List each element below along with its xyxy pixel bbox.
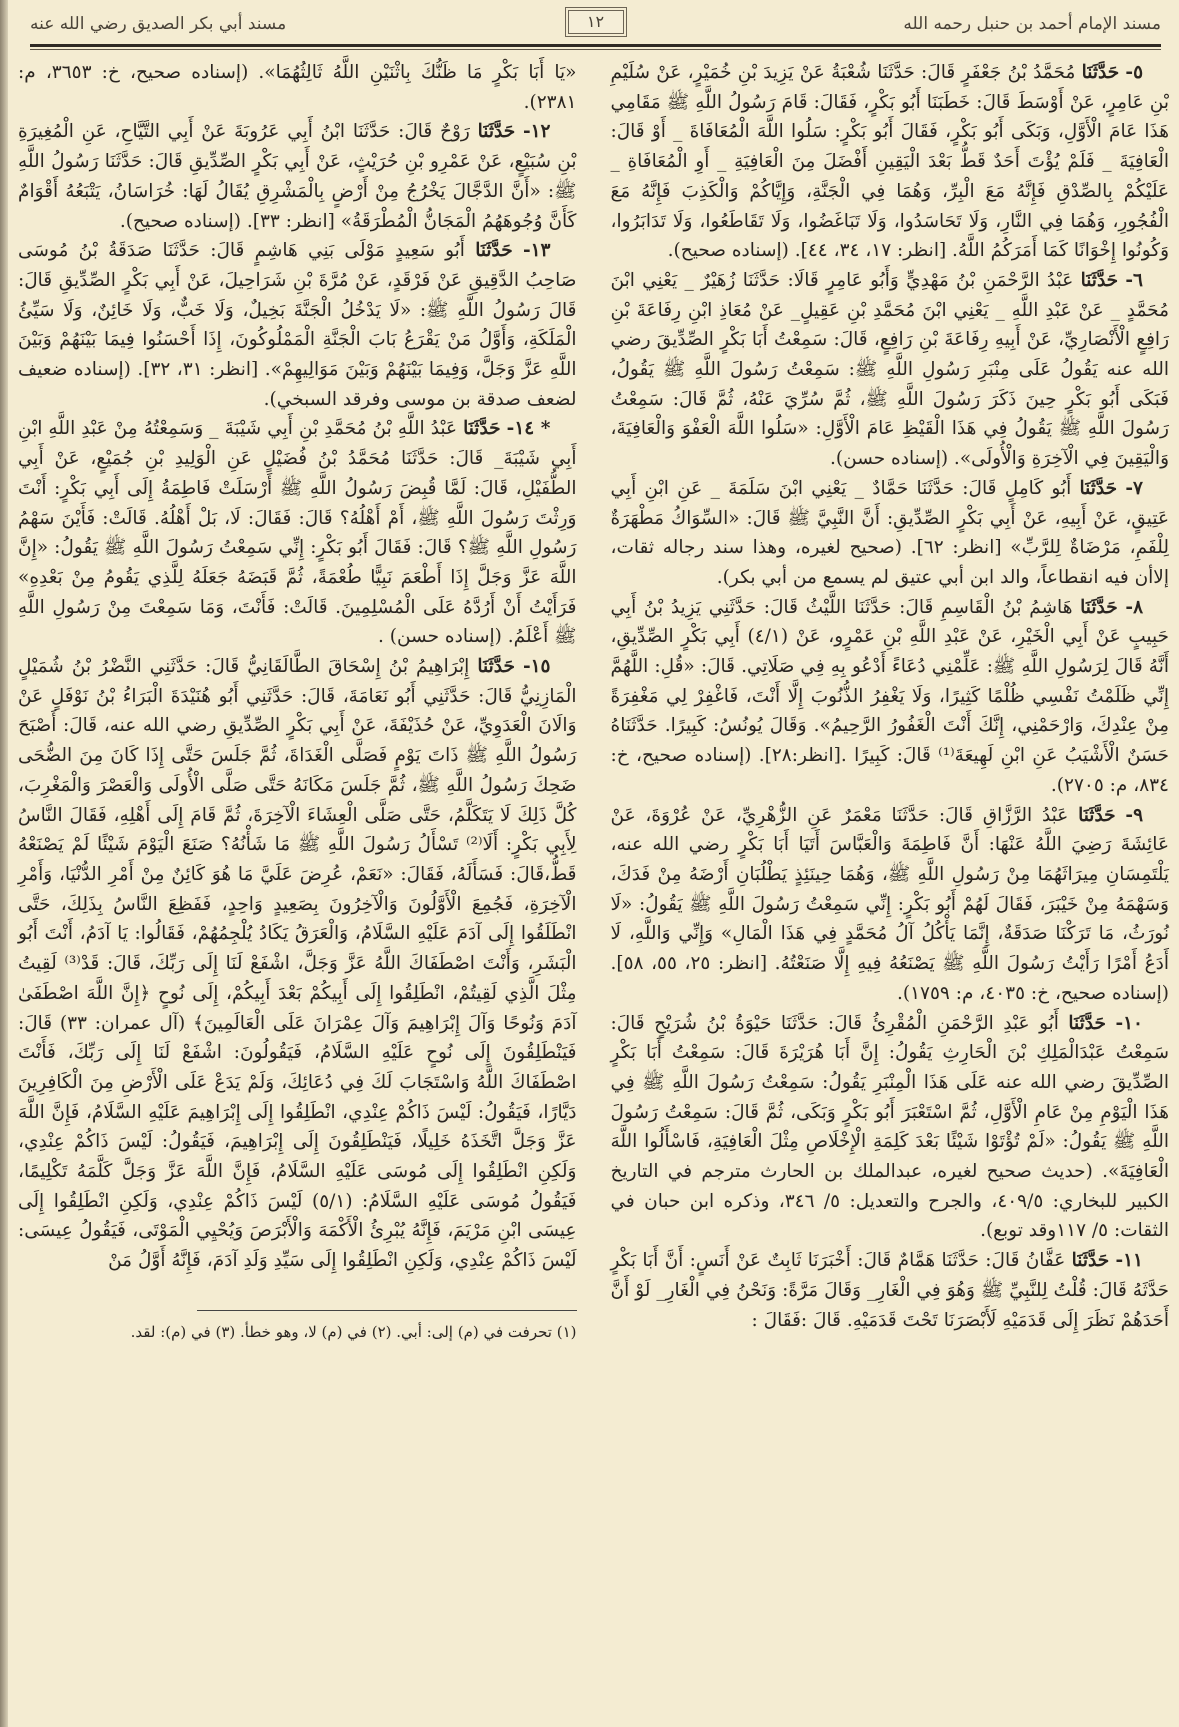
- left-column: [18, 58, 577, 1697]
- hadith-7: ٧- حَدَّثَنَا أَبُو كَامِلٍ قَالَ: حَدَّثَنَا حَمَّادٌ _ يَعْنِي ابْنَ سَلَمَةَ _ عَنِ ابْنِ أَبِي عَتِيقٍ، عَنْ أَبِيهِ، عَنْ أَبِي بَكْرٍ الصِّدِّيقِ: أَنَّ النَّبِيَّ ﷺ قَالَ: «السِّوَاكُ مَطْهَرَةٌ لِلْفَمِ، مَرْضَاةٌ لِلرَّبِّ» [انظر: ٦٢]. (صحيح لغيره، وهذا سند رجاله ثقات، إلاأن فيه انقطاعاً، والد ابن أبي عتيق لم يسمع من أبي بكر).: [610, 477, 1170, 588]
- hadith-12: ١٢- حَدَّثَنَا رَوْحٌ قَالَ: حَدَّثَنَا ابْنُ أَبِي عَرُوبَةَ عَنْ أَبِي التَّيَّاحِ، عَنِ الْمُغِيرَةِ بْنِ سُبَيْعٍ، عَنْ عَمْرِو بْنِ حُرَيْثٍ، عَنْ أَبِي بَكْرٍ الصِّدِّيقِ قَالَ: حَدَّثَنَا رَسُولُ اللَّهِ ﷺ: «أَنَّ الدَّجَّالَ يَخْرُجُ مِنْ أَرْضٍ بِالْمَشْرِقِ يُقَالُ لَهَا: خُرَاسَانُ، يَتْبَعُهُ أَقْوَامٌ كَأَنَّ وُجُوهَهُمُ الْمَجَانُّ الْمُطْرَقَةُ» [انظر: ٣٣]. (إسناده صحيح).: [18, 121, 577, 232]
- page-binding-edge: [0, 0, 8, 1727]
- hadith-15: ١٥- حَدَّثَنَا إِبْرَاهِيمُ بْنُ إِسْحَاقَ الطَّالَقَانِيُّ قَالَ: حَدَّثَنِي النَّضْرُ بْنُ شُمَيْلٍ الْمَازِنِيُّ قَالَ: حَدَّثَنِي أَبُو نَعَامَةَ، قَالَ: حَدَّثَنِي أَبُو هُنَيْدَةَ الْبَرَاءُ بْنُ نَوْفَلٍ عَنْ وَالَانَ الْعَدَوِيِّ، عَنْ حُذَيْفَةَ، عَنْ أَبِي بَكْرٍ الصِّدِّيقِ رضي الله عنه، قَالَ: أَصْبَحَ رَسُولُ اللَّهِ ﷺ ذَاتَ يَوْمٍ فَصَلَّى الْغَدَاةَ، ثُمَّ جَلَسَ حَتَّى إِذَا كَانَ مِنَ الضُّحَى ضَحِكَ رَسُولُ اللَّهِ ﷺ، ثُمَّ جَلَسَ مَكَانَهُ حَتَّى صَلَّى الْأُولَى وَالْعَصْرَ وَالْمَغْرِبَ، كُلَّ ذَلِكَ لَا يَتَكَلَّمُ، حَتَّى صَلَّى الْعِشَاءَ الْآخِرَةَ، ثُمَّ قَامَ إِلَى أَهْلِهِ، فَقَالَ النَّاسُ لِأَبِي بَكْرٍ: أَلَا⁽²⁾ تَسْأَلُ رَسُولَ اللَّهِ ﷺ مَا شَأْنُهُ؟ صَنَعَ الْيَوْمَ شَيْئًا لَمْ يَصْنَعْهُ قَطُّ،قَالَ: فَسَأَلَهُ، فَقَالَ: «نَعَمْ، عُرِضَ عَلَيَّ مَا هُوَ كَائِنٌ مِنْ أَمْرِ الدُّنْيَا، وَأَمْرِ الْآخِرَةِ، فَجُمِعَ الْأَوَّلُونَ وَالْآخِرُونَ بِصَعِيدٍ وَاحِدٍ، فَفَظِعَ النَّاسُ بِذَلِكَ، حَتَّى انْطَلَقُوا إِلَى آدَمَ عَلَيْهِ السَّلَامُ، وَالْعَرَقُ يَكَادُ يُلْجِمُهُمْ، فَقَالُوا: يَا آدَمُ، أَنْتَ أَبُو الْبَشَرِ، وَأَنْتَ اصْطَفَاكَ اللَّهُ عَزَّ وَجَلَّ، اشْفَعْ لَنَا إِلَى رَبِّكَ، قَالَ: قَدْ⁽³⁾ لَقِيتُ مِثْلَ الَّذِي لَقِيتُمْ، انْطَلِقُوا إِلَى أَبِيكُمْ بَعْدَ أَبِيكُمْ، إِلَى نُوحٍ ﴿إِنَّ اللَّهَ اصْطَفَىٰ آدَمَ وَنُوحًا وَآلَ إِبْرَاهِيمَ وَآلَ عِمْرَانَ عَلَى الْعَالَمِينَ﴾ (آل عمران: ٣٣) قَالَ: فَيَنْطَلِقُونَ إِلَى نُوحٍ عَلَيْهِ السَّلَامُ، فَيَقُولُونَ: اشْفَعْ لَنَا إِلَى رَبِّكَ، فَأَنْتَ اصْطَفَاكَ اللَّهُ وَاسْتَجَابَ لَكَ فِي دُعَائِكَ، وَلَمْ يَدَعْ عَلَى الْأَرْضِ مِنَ الْكَافِرِينَ دَيَّارًا، فَيَقُولُ: لَيْسَ ذَاكُمْ عِنْدِي، انْطَلِقُوا إِلَى إِبْرَاهِيمَ عَلَيْهِ السَّلَامُ، فَإِنَّ اللَّهَ عَزَّ وَجَلَّ اتَّخَذَهُ خَلِيلًا، فَيَنْطَلِقُونَ إِلَى إِبْرَاهِيمَ، فَيَقُولُ: لَيْسَ ذَاكُمْ عِنْدِي، وَلَكِنِ انْطَلِقُوا إِلَى مُوسَى عَلَيْهِ السَّلَامُ، فَإِنَّ اللَّهَ عَزَّ وَجَلَّ كَلَّمَهُ تَكْلِيمًا، فَيَقُولُ مُوسَى عَلَيْهِ السَّلَامُ: (٥/١) لَيْسَ ذَاكُمْ عِنْدِي، وَلَكِنِ انْطَلِقُوا إِلَى عِيسَى ابْنِ مَرْيَمَ، فَإِنَّهُ يُبْرِئُ الْأَكْمَهَ وَالْأَبْرَصَ وَيُحْيِي الْمَوْتَى، فَيَقُولُ عِيسَى: لَيْسَ ذَاكُمْ عِنْدِي، وَلَكِنِ انْطَلِقُوا إِلَى سَيِّدِ وَلَدِ آدَمَ، فَإِنَّهُ أَوَّلُ مَنْ: [18, 656, 577, 1272]
- footnote-divider: [197, 1310, 577, 1311]
- header-book-title: مسند الإمام أحمد بن حنبل رحمه الله: [903, 14, 1161, 34]
- hadith-9: ٩- حَدَّثَنَا عَبْدُ الرَّزَّاقِ قَالَ: حَدَّثَنَا مَعْمَرٌ عَنِ الزُّهْرِيِّ، عَنْ عُرْوَةَ، عَنْ عَائِشَةَ رَضِيَ اللَّهُ عَنْهَا: أَنَّ فَاطِمَةَ وَالْعَبَّاسَ أَتَيَا أَبَا بَكْرٍ رضي الله عنه، يَلْتَمِسَانِ مِيرَاثَهُمَا مِنْ رَسُولِ اللَّهِ ﷺ، وَهُمَا حِينَئِذٍ يَطْلُبَانِ أَرْضَهُ مِنْ فَدَكَ، وَسَهْمَهُ مِنْ خَيْبَرَ، فَقَالَ لَهُمْ أَبُو بَكْرٍ: إِنِّي سَمِعْتُ رَسُولَ اللَّهِ ﷺ يَقُولُ: «لَا نُورَثُ، مَا تَرَكْنَا صَدَقَةٌ، إِنَّمَا يَأْكُلُ آلُ مُحَمَّدٍ فِي هَذَا الْمَالِ» وَإِنِّي وَاللَّهِ، لَا أَدَعُ أَمْرًا رَأَيْتُ رَسُولَ اللَّهِ ﷺ يَصْنَعُهُ فِيهِ إِلَّا صَنَعْتُهُ. [انظر: ٢٥، ٥٥، ٥٨]. (إسناده صحيح، خ: ٤٠٣٥، م: ١٧٥٩).: [610, 804, 1169, 1004]
- page-number: ١٢: [568, 10, 624, 34]
- hadith-13: ١٣- حَدَّثَنَا أَبُو سَعِيدٍ مَوْلَى بَنِي هَاشِمٍ قَالَ: حَدَّثَنَا صَدَقَةُ بْنُ مُوسَى صَاحِبُ الدَّقِيقِ عَنْ فَرْقَدٍ، عَنْ مُرَّةَ بْنِ شَرَاحِيلَ، عَنْ أَبِي بَكْرٍ الصِّدِّيقِ قَالَ: قَالَ رَسُولُ اللَّهِ ﷺ: «لَا يَدْخُلُ الْجَنَّةَ بَخِيلٌ، وَلَا خَبٌّ، وَلَا خَائِنٌ، وَلَا سَيِّئُ الْمَلَكَةِ، وَأَوَّلُ مَنْ يَقْرَعُ بَابَ الْجَنَّةِ الْمَمْلُوكُونَ، إِذَا أَحْسَنُوا فِيمَا بَيْنَهُمْ وَبَيْنَ اللَّهِ عَزَّ وَجَلَّ، وَفِيمَا بَيْنَهُمْ وَبَيْنَ مَوَالِيهِمْ». [انظر: ٣١، ٣٢]. (إسناده ضعيف لضعف صدقة بن موسى وفرقد السبخي).: [18, 240, 577, 410]
- header-rule-thick: [30, 44, 1161, 47]
- hadith-5: ٥- حَدَّثَنَا مُحَمَّدُ بْنُ جَعْفَرٍ قَالَ: حَدَّثَنَا شُعْبَةُ عَنْ يَزِيدَ بْنِ خُمَيْرٍ، عَنْ سُلَيْمِ بْنِ عَامِرٍ، عَنْ أَوْسَطَ قَالَ: خَطَبَنَا أَبُو بَكْرٍ، فَقَالَ: قَامَ رَسُولُ اللَّهِ ﷺ مَقَامِي هَذَا عَامَ الْأَوَّلِ، وَبَكَى أَبُو بَكْرٍ، فَقَالَ أَبُو بَكْرٍ: سَلُوا اللَّهَ الْمُعَافَاةَ _ أَوْ قَالَ: الْعَافِيَةَ _ فَلَمْ يُؤْتَ أَحَدٌ قَطُّ بَعْدَ الْيَقِينِ أَفْضَلَ مِنَ الْعَافِيَةِ _ أَوِ الْمُعَافَاةِ _ عَلَيْكُمْ بِالصِّدْقِ فَإِنَّهُ مَعَ الْبِرِّ، وَهُمَا فِي الْجَنَّةِ، وَإِيَّاكُمْ وَالْكَذِبَ فَإِنَّهُ مَعَ الْفُجُورِ، وَهُمَا فِي النَّارِ، وَلَا تَحَاسَدُوا، وَلَا تَبَاغَضُوا، وَلَا تَقَاطَعُوا، وَلَا تَدَابَرُوا، وَكُونُوا إِخْوَانًا كَمَا أَمَرَكُمُ اللَّهُ. [انظر: ١٧، ٣٤، ٤٤]. (إسناده صحيح).: [610, 62, 1170, 262]
- header-rule-thin: [30, 49, 1161, 50]
- footnotes: (١) تحرفت في (م) إلى: أبي. (٢) في (م) لا، وهو خطأ. (٣) في (م): لقد.: [130, 1322, 577, 1341]
- hadith-10: ١٠- حَدَّثَنَا أَبُو عَبْدِ الرَّحْمَنِ الْمُقْرِئُ قَالَ: حَدَّثَنَا حَيْوَةُ بْنُ شُرَيْحٍ قَالَ: سَمِعْتُ عَبْدَالْمَلِكِ بْنَ الْحَارِثِ يَقُولُ: إِنَّ أَبَا هُرَيْرَةَ قَالَ: سَمِعْتُ أَبَا بَكْرٍ الصِّدِّيقَ رضي الله عنه عَلَى هَذَا الْمِنْبَرِ يَقُولُ: سَمِعْتُ رَسُولَ اللَّهِ ﷺ فِي هَذَا الْيَوْمِ مِنْ عَامِ الْأَوَّلِ، ثُمَّ اسْتَعْبَرَ أَبُو بَكْرٍ وَبَكَى، ثُمَّ قَالَ: سَمِعْتُ رَسُولَ اللَّهِ ﷺ يَقُولُ: «لَمْ تُؤْتَوْا شَيْئًا بَعْدَ كَلِمَةِ الْإِخْلَاصِ مِثْلَ الْعَافِيَةِ، فَاسْأَلُوا اللَّهَ الْعَافِيَةَ». (حديث صحيح لغيره، عبدالملك بن الحارث مترجم في التاريخ الكبير للبخاري: ٤٠٩/٥، والجرح والتعديل: ٥/ ٣٤٦، وذكره ابن حبان في الثقات: ٥/ ١١٧وقد توبع).: [610, 1012, 1169, 1242]
- text-columns: [18, 58, 1169, 1697]
- hadith-8: ٨- حَدَّثَنَا هَاشِمُ بْنُ الْقَاسِمِ قَالَ: حَدَّثَنَا اللَّيْثُ قَالَ: حَدَّثَنِي يَزِيدُ بْنُ أَبِي حَبِيبٍ عَنْ أَبِي الْخَيْرِ، عَنْ عَبْدِ اللَّهِ بْنِ عَمْرٍو، عَنْ (٤/١) أَبِي بَكْرٍ الصِّدِّيقِ، أَنَّهُ قَالَ لِرَسُولِ اللَّهِ ﷺ: عَلِّمْنِي دُعَاءً أَدْعُو بِهِ فِي صَلَاتِي. قَالَ: «قُلِ: اللَّهُمَّ إِنِّي ظَلَمْتُ نَفْسِي ظُلْمًا كَثِيرًا، وَلَا يَغْفِرُ الذُّنُوبَ إِلَّا أَنْتَ، فَاغْفِرْ لِي مَغْفِرَةً مِنْ عِنْدِكَ، وَارْحَمْنِي، إِنَّكَ أَنْتَ الْغَفُورُ الرَّحِيمُ». وَقَالَ يُونُسُ: كَبِيرًا. حَدَّثَنَاهُ حَسَنٌ الْأَشْيَبُ عَنِ ابْنِ لَهِيعَةَ⁽¹⁾ قَالَ: كَبِيرًا .[انظر:٢٨]. (إسناده صحيح، خ: ٨٣٤، م: ٢٧٠٥).: [610, 596, 1169, 796]
- hadith-6: ٦- حَدَّثَنَا عَبْدُ الرَّحْمَنِ بْنُ مَهْدِيٍّ وَأَبُو عَامِرٍ قَالَا: حَدَّثَنَا زُهَيْرٌ _ يَعْنِي ابْنَ مُحَمَّدٍ _ عَنْ عَبْدِ اللَّهِ _ يَعْنِي ابْنَ مُحَمَّدِ بْنِ عَقِيلٍ_ عَنْ مُعَاذِ ابْنِ رِفَاعَةَ بْنِ رَافِعٍ الْأَنْصَارِيِّ، عَنْ أَبِيهِ رِفَاعَةَ بْنِ رَافِعٍ، قَالَ: سَمِعْتُ أَبَا بَكْرٍ الصِّدِّيقَ رضي الله عنه يَقُولُ عَلَى مِنْبَرِ رَسُولِ اللَّهِ ﷺ: سَمِعْتُ رَسُولَ اللَّهِ ﷺ يَقُولُ، فَبَكَى أَبُو بَكْرٍ حِينَ ذَكَرَ رَسُولَ اللَّهِ ﷺ، ثُمَّ سُرِّيَ عَنْهُ، ثُمَّ قَالَ: سَمِعْتُ رَسُولَ اللَّهِ ﷺ يَقُولُ فِي هَذَا الْقَيْظِ عَامَ الْأَوَّلِ: «سَلُوا اللَّهَ الْعَفْوَ وَالْعَافِيَةَ، وَالْيَقِينَ فِي الْآخِرَةِ وَالْأُولَى». (إسناده حسن).: [610, 269, 1169, 470]
- hadith-11-continuation: «يَا أَبَا بَكْرٍ مَا ظَنُّكَ بِاثْنَيْنِ اللَّهُ ثَالِثُهُمَا». (إسناده صحيح، خ: ٣٦٥٣، م: ٢٣٨١).: [18, 62, 577, 113]
- running-header: [30, 8, 1161, 40]
- right-column: [611, 58, 1170, 1697]
- hadith-11: ١١- حَدَّثَنَا عَفَّانُ قَالَ: حَدَّثَنَا هَمَّامٌ قَالَ: أَخْبَرَنَا ثَابِتٌ عَنْ أَنَسٍ: أَنَّ أَبَا بَكْرٍ حَدَّثَهُ قَالَ: قُلْتُ لِلنَّبِيِّ ﷺ وَهُوَ فِي الْغَارِ_ وَقَالَ مَرَّةً: وَنَحْنُ فِي الْغَارِ_ لَوْ أَنَّ أَحَدَهُمْ نَظَرَ إِلَى قَدَمَيْهِ لَأَبْصَرَنَا تَحْتَ قَدَمَيْهِ. قَالَ :فَقَالَ :: [610, 1250, 1169, 1331]
- hadith-14: * ١٤- حَدَّثَنَا عَبْدُ اللَّهِ بْنُ مُحَمَّدِ بْنِ أَبِي شَيْبَةَ _ وَسَمِعْتُهُ مِنْ عَبْدِ اللَّهِ ابْنِ أَبِي شَيْبَةَ_ قَالَ: حَدَّثَنَا مُحَمَّدُ بْنُ فُضَيْلٍ عَنِ الْوَلِيدِ بْنِ جُمَيْعٍ، عَنْ أَبِي الطُّفَيْلِ، قَالَ: لَمَّا قُبِضَ رَسُولُ اللَّهِ ﷺ أَرْسَلَتْ فَاطِمَةُ إِلَى أَبِي بَكْرٍ: أَنْتَ وَرِثْتَ رَسُولَ اللَّهِ ﷺ، أَمْ أَهْلُهُ؟ قَالَ: فَقَالَ: لَا، بَلْ أَهْلُهُ. قَالَتْ: فَأَيْنَ سَهْمُ رَسُولِ اللَّهِ ﷺ؟ قَالَ: فَقَالَ أَبُو بَكْرٍ: إِنِّي سَمِعْتُ رَسُولَ اللَّهِ ﷺ يَقُولُ: «إِنَّ اللَّهَ عَزَّ وَجَلَّ إِذَا أَطْعَمَ نَبِيًّا طُعْمَةً، ثُمَّ قَبَضَهُ جَعَلَهُ لِلَّذِي يَقُومُ مِنْ بَعْدِهِ» فَرَأَيْتُ أَنْ أَرُدَّهُ عَلَى الْمُسْلِمِينَ. قَالَتْ: فَأَنْتَ، وَمَا سَمِعْتَ مِنْ رَسُولِ اللَّهِ ﷺ أَعْلَمُ. (إسناده حسن) .: [18, 418, 577, 648]
- header-section-title: مسند أبي بكر الصديق رضي الله عنه: [30, 14, 287, 34]
